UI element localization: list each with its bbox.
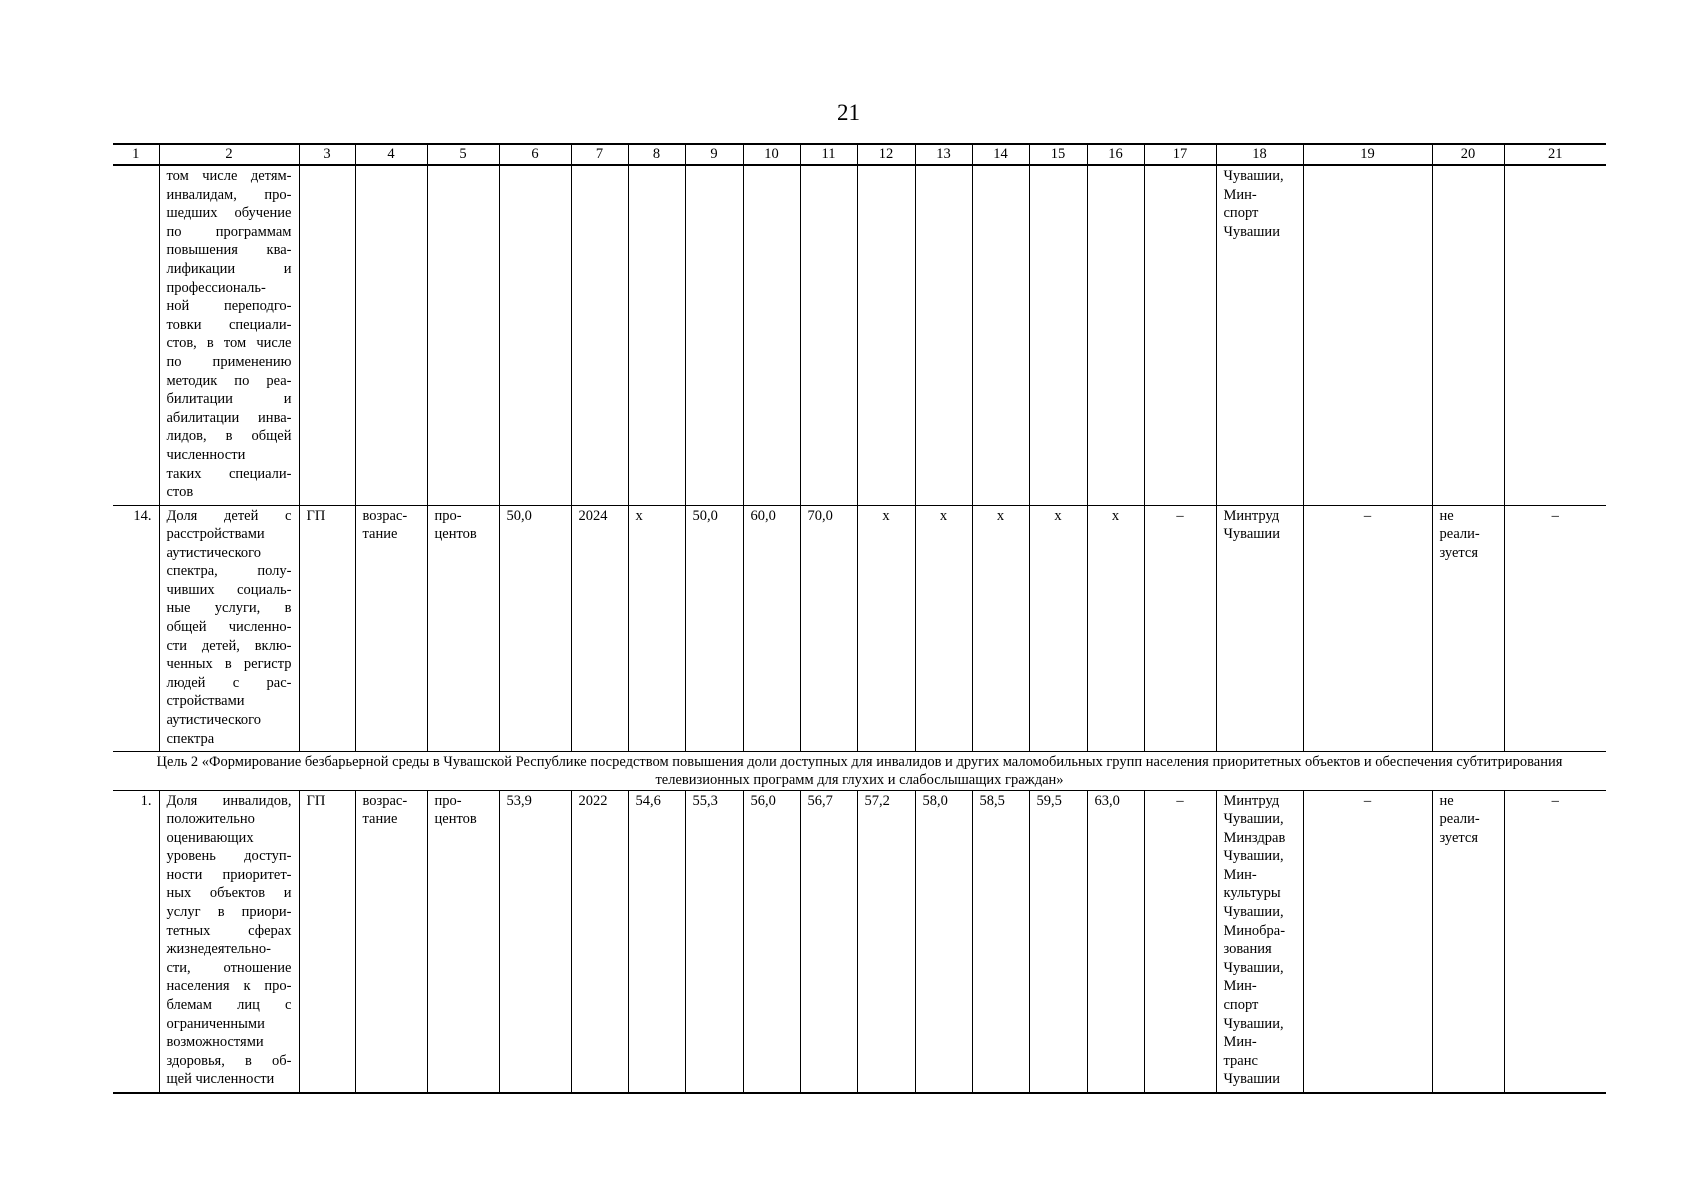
description-line: населения к про- <box>166 978 292 995</box>
cell-col-16 <box>1087 165 1144 505</box>
column-number-19: 19 <box>1303 144 1432 165</box>
executor-line: Чувашии, <box>1223 168 1284 184</box>
cell-col-4 <box>355 790 427 1093</box>
executor-line: спорт <box>1223 997 1259 1014</box>
cell-text: 2022 <box>578 792 608 809</box>
cell-text: х <box>635 507 643 524</box>
cell-col-6 <box>499 165 571 505</box>
description-line: по применению <box>166 353 292 370</box>
description-line: повышения ква- <box>166 242 292 259</box>
cell-text: 58,0 <box>922 792 948 809</box>
cell-col-20 <box>1432 505 1504 751</box>
description-line: по программам <box>166 223 292 240</box>
status-line: зуется <box>1439 544 1479 561</box>
cell-col-15 <box>1029 505 1087 751</box>
cell-col-13 <box>915 165 972 505</box>
description-line: общей численно- <box>166 619 292 636</box>
column-number-header <box>113 144 1606 165</box>
executor-line: Чувашии <box>1223 526 1280 543</box>
cell-text: 54,6 <box>635 792 661 809</box>
description-line: ных объектов и <box>166 885 292 902</box>
cell-col-8 <box>628 790 685 1093</box>
cell-col-3 <box>299 165 355 505</box>
cell-col-5 <box>427 165 499 505</box>
description-line: положительно <box>166 811 255 828</box>
cell-text: 50,0 <box>692 507 718 524</box>
cell-col-13 <box>915 790 972 1093</box>
column-number-5: 5 <box>427 144 499 165</box>
executor-line: Чувашии, <box>1223 904 1284 921</box>
cell-col-10 <box>743 165 800 505</box>
cell-text: 59,5 <box>1036 792 1062 809</box>
indicator-description <box>159 505 299 751</box>
description-line: стов, в том числе <box>166 335 292 352</box>
column-number-11: 11 <box>800 144 857 165</box>
description-line: тетных сферах <box>166 922 292 939</box>
cell-col-9 <box>685 790 743 1093</box>
executor-line: Минобра- <box>1223 922 1286 939</box>
cell-col-14 <box>972 790 1029 1093</box>
cell-col-7 <box>571 505 628 751</box>
goal-heading: Цель 2 «Формирование безбарьерной среды в Чувашской Республике посредством повышения доли доступных для инвалидов и других маломобильных групп населения приоритетных объектов и обеспечения субтитрирования телевизионных программ для глухих и слабослышащих граждан» <box>113 751 1606 790</box>
description-line: Доля инвалидов, <box>166 792 292 809</box>
cell-col-17 <box>1144 790 1216 1093</box>
column-number-2: 2 <box>159 144 299 165</box>
cell-text: х <box>1054 507 1062 524</box>
description-line: лидов, в общей <box>166 428 292 445</box>
cell-col-11 <box>800 790 857 1093</box>
description-line: ограниченными <box>166 1015 265 1032</box>
cell-col-17 <box>1144 165 1216 505</box>
cell-col-15 <box>1029 790 1087 1093</box>
column-number-6: 6 <box>499 144 571 165</box>
description-line: ченных в регистр <box>166 656 292 673</box>
cell-col-19: – <box>1303 505 1432 751</box>
description-line: ной переподго- <box>166 298 292 315</box>
goal-row <box>113 751 1606 790</box>
cell-col-14 <box>972 165 1029 505</box>
cell-text: 60,0 <box>750 507 776 524</box>
cell-text: 55,3 <box>692 792 718 809</box>
cell-text: 63,0 <box>1094 792 1120 809</box>
description-line: чивших социаль- <box>166 581 292 598</box>
column-number-21: 21 <box>1504 144 1606 165</box>
description-line: методик по реа- <box>166 372 292 389</box>
description-line: ные услуги, в <box>166 600 292 617</box>
cell-col-11 <box>800 505 857 751</box>
cell-col-3 <box>299 505 355 751</box>
cell-text: 56,0 <box>750 792 776 809</box>
description-line: щей численности <box>166 1071 275 1088</box>
cell-text: – <box>1176 507 1184 524</box>
cell-col-7 <box>571 790 628 1093</box>
cell-col-8 <box>628 505 685 751</box>
indicator-description <box>159 165 299 505</box>
cell-col-19: – <box>1303 790 1432 1093</box>
cell-text: 57,2 <box>864 792 890 809</box>
description-line: здоровья, в об- <box>166 1052 292 1069</box>
cell-col-5 <box>427 505 499 751</box>
executor-line: культуры <box>1223 885 1281 902</box>
cell-col-12 <box>857 790 915 1093</box>
executor-line: Мин- <box>1223 1034 1257 1051</box>
description-line: абилитации инва- <box>166 409 292 426</box>
description-line: возможностями <box>166 1034 264 1051</box>
cell-text: 50,0 <box>506 507 532 524</box>
cell-text: про- <box>434 507 462 524</box>
executor-line: Минтруд <box>1223 792 1280 809</box>
status-line: не <box>1439 507 1454 524</box>
description-line: услуг в приори- <box>166 904 292 921</box>
cell-text: центов <box>434 811 477 828</box>
column-number-4: 4 <box>355 144 427 165</box>
cell-col-9 <box>685 165 743 505</box>
description-line: блемам лиц с <box>166 997 292 1014</box>
row-number: 1. <box>113 790 159 1093</box>
cell-text: возрас- <box>362 507 408 524</box>
description-line: стройствами <box>166 693 245 710</box>
cell-text: 56,7 <box>807 792 833 809</box>
cell-text: тание <box>362 811 398 828</box>
cell-text: х <box>996 507 1005 524</box>
cell-col-21: – <box>1504 505 1606 751</box>
column-number-20: 20 <box>1432 144 1504 165</box>
description-line: людей с рас- <box>166 674 292 691</box>
description-line: Доля детей с <box>166 507 292 524</box>
cell-text: 70,0 <box>807 507 833 524</box>
description-line: аутистического <box>166 712 261 729</box>
cell-text: х <box>1111 507 1120 524</box>
description-line: спектра <box>166 730 215 747</box>
cell-col-21: – <box>1504 790 1606 1093</box>
column-number-1: 1 <box>113 144 159 165</box>
description-line: лификации и <box>166 260 292 277</box>
cell-col-4 <box>355 165 427 505</box>
cell-col-19 <box>1303 165 1432 505</box>
cell-col-10 <box>743 505 800 751</box>
cell-col-16 <box>1087 505 1144 751</box>
status-line: реали- <box>1439 811 1480 828</box>
cell-text: возрас- <box>362 792 408 809</box>
cell-text: про- <box>434 792 462 809</box>
cell-col-12 <box>857 165 915 505</box>
status-line: реали- <box>1439 526 1480 543</box>
column-number-12: 12 <box>857 144 915 165</box>
cell-col-6 <box>499 505 571 751</box>
table-row <box>113 505 1606 751</box>
description-line: стов <box>166 484 194 501</box>
cell-col-10 <box>743 790 800 1093</box>
description-line: аутистического <box>166 544 261 561</box>
responsible-executor <box>1216 165 1303 505</box>
column-number-17: 17 <box>1144 144 1216 165</box>
cell-text: тание <box>362 526 398 543</box>
cell-col-21 <box>1504 165 1606 505</box>
status-line: зуется <box>1439 829 1479 846</box>
indicators-table <box>113 143 1606 1094</box>
executor-line: зования <box>1223 941 1272 958</box>
column-number-15: 15 <box>1029 144 1087 165</box>
cell-text: х <box>882 507 890 524</box>
cell-text: 53,9 <box>506 792 532 809</box>
cell-col-17 <box>1144 505 1216 751</box>
column-number-16: 16 <box>1087 144 1144 165</box>
status-line: не <box>1439 792 1454 809</box>
executor-line: Мин- <box>1223 866 1257 883</box>
executor-line: Чувашии, <box>1223 811 1284 828</box>
executor-line: Минздрав <box>1223 829 1286 846</box>
description-line: сти, отношение <box>166 959 292 976</box>
row-number: 14. <box>113 505 159 751</box>
table-row <box>113 165 1606 505</box>
cell-col-11 <box>800 165 857 505</box>
description-line: таких специали- <box>166 465 292 482</box>
cell-text: 2024 <box>578 507 608 524</box>
column-number-8: 8 <box>628 144 685 165</box>
description-line: спектра, полу- <box>166 563 292 580</box>
cell-text: ГП <box>306 792 326 809</box>
page-number: 21 <box>837 100 860 125</box>
cell-col-5 <box>427 790 499 1093</box>
description-line: том числе детям- <box>166 168 292 184</box>
executor-line: Минтруд <box>1223 507 1280 524</box>
cell-col-20 <box>1432 165 1504 505</box>
executor-line: Мин- <box>1223 978 1257 995</box>
description-line: билитации и <box>166 391 292 408</box>
responsible-executor <box>1216 790 1303 1093</box>
executor-line: Чувашии, <box>1223 959 1284 976</box>
cell-col-3 <box>299 790 355 1093</box>
responsible-executor <box>1216 505 1303 751</box>
executor-line: Чувашии, <box>1223 848 1284 865</box>
executor-line: спорт <box>1223 205 1259 222</box>
description-line: жизнедеятельно- <box>166 941 271 958</box>
cell-col-14 <box>972 505 1029 751</box>
column-number-13: 13 <box>915 144 972 165</box>
description-line: шедших обучение <box>166 205 292 222</box>
cell-col-15 <box>1029 165 1087 505</box>
description-line: оценивающих <box>166 829 254 846</box>
executor-line: Чувашии, <box>1223 1015 1284 1032</box>
column-number-3: 3 <box>299 144 355 165</box>
column-number-10: 10 <box>743 144 800 165</box>
column-number-9: 9 <box>685 144 743 165</box>
executor-line: Чувашии <box>1223 223 1280 240</box>
description-line: ности приоритет- <box>166 866 292 883</box>
description-line: инвалидам, про- <box>166 186 292 203</box>
cell-col-4 <box>355 505 427 751</box>
cell-text: х <box>939 507 948 524</box>
cell-col-8 <box>628 165 685 505</box>
indicator-description <box>159 790 299 1093</box>
description-line: товки специали- <box>166 316 292 333</box>
cell-text: ГП <box>306 507 326 524</box>
description-line: уровень доступ- <box>166 848 292 865</box>
cell-col-12 <box>857 505 915 751</box>
column-number-7: 7 <box>571 144 628 165</box>
description-line: численности <box>166 446 246 463</box>
description-line: сти детей, вклю- <box>166 637 292 654</box>
cell-col-20 <box>1432 790 1504 1093</box>
cell-col-16 <box>1087 790 1144 1093</box>
table-row <box>113 790 1606 1093</box>
cell-col-13 <box>915 505 972 751</box>
description-line: профессиональ- <box>166 279 266 296</box>
cell-text: центов <box>434 526 477 543</box>
cell-col-6 <box>499 790 571 1093</box>
cell-text: – <box>1176 792 1184 809</box>
column-number-14: 14 <box>972 144 1029 165</box>
cell-col-7 <box>571 165 628 505</box>
cell-text: 58,5 <box>979 792 1005 809</box>
description-line: расстройствами <box>166 526 265 543</box>
executor-line: транс <box>1223 1052 1258 1069</box>
executor-line: Чувашии <box>1223 1071 1280 1088</box>
column-number-18: 18 <box>1216 144 1303 165</box>
row-number <box>113 165 159 505</box>
executor-line: Мин- <box>1223 186 1257 203</box>
cell-col-9 <box>685 505 743 751</box>
